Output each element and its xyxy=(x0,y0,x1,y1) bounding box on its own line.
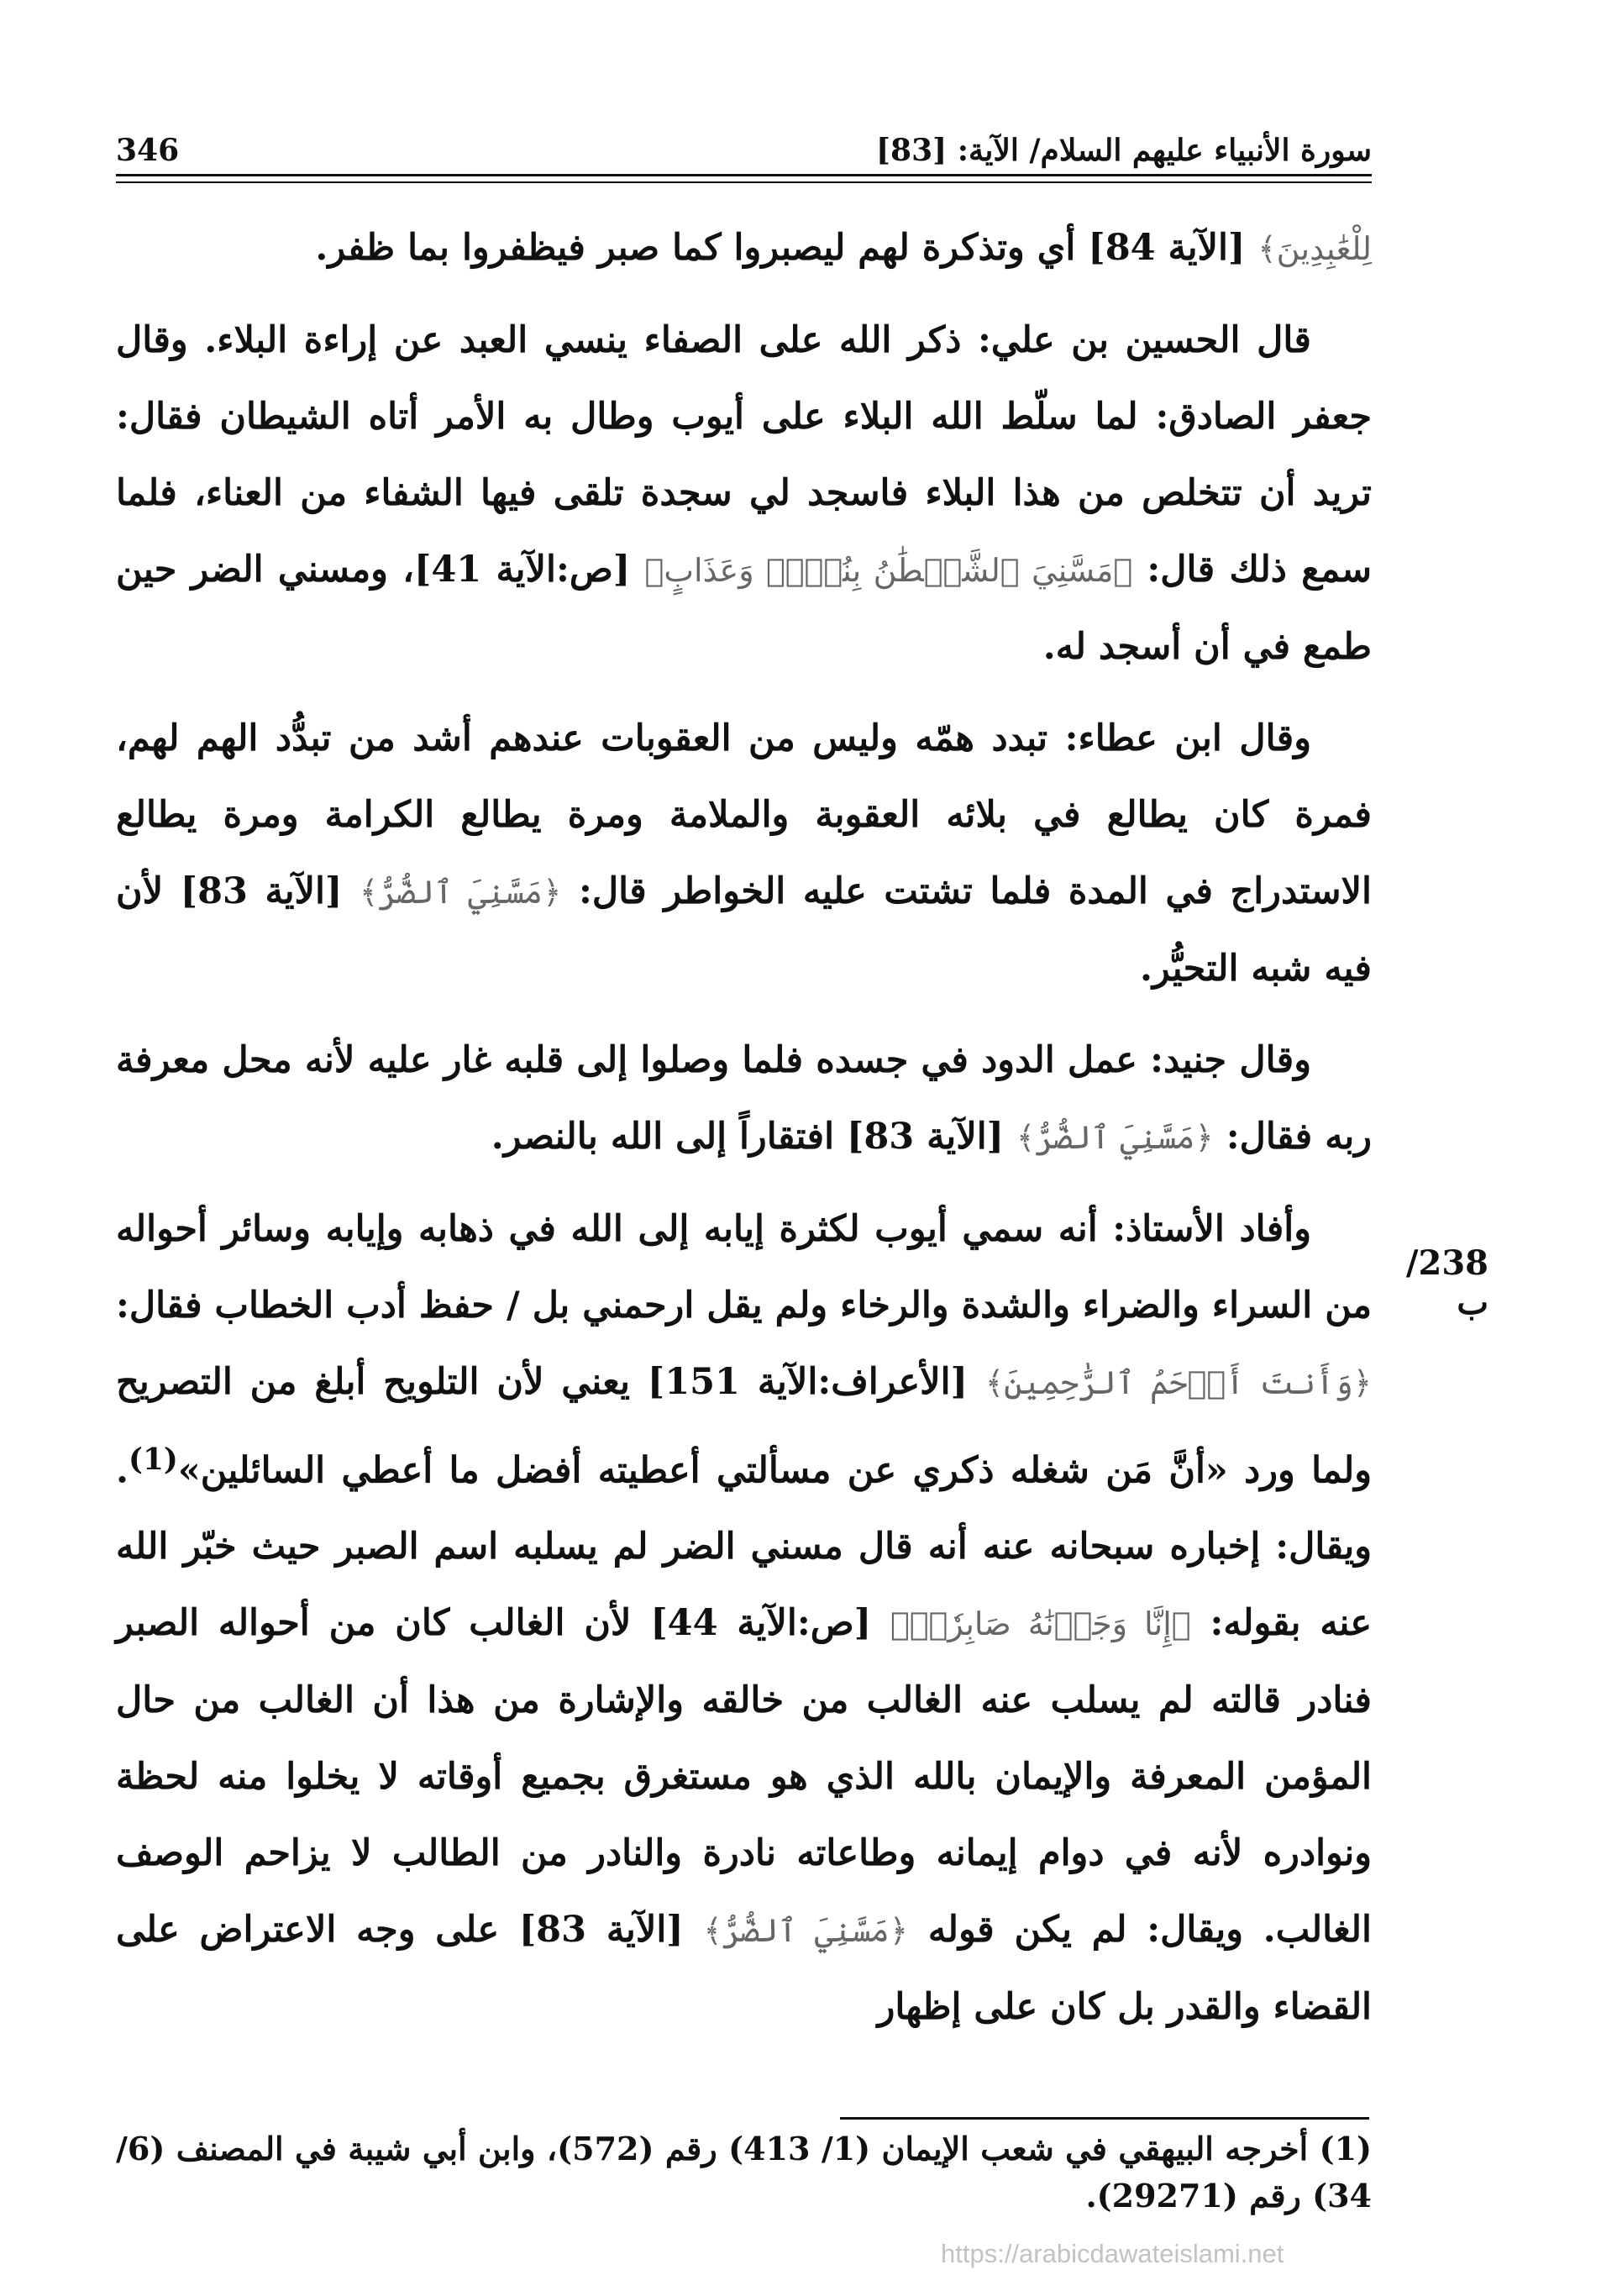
paragraph-text: وأفاد الأستاذ: أنه سمي أيوب لكثرة إيابه إلى الله في ذهابه وإيابه وسائر أحواله من السراء والضراء والشدة والرخاء ولم يقل ارحمني بل / حفظ أدب الخطاب فقال: xyxy=(116,1208,1372,1327)
paragraph-text: قال الحسين بن علي: ذكر الله على الصفاء ينسي العبد عن إراءة البلاء. وقال جعفر الصادق: لما سلّط الله البلاء على أيوب وطال به الأمر أتاه الشيطان فقال: تريد أن تتخلص من هذا البلاء فاسجد لي سجدة تلقى فيها الشفاء من العناء، فلما سمع ذلك قال: xyxy=(116,319,1373,591)
quran-quote: ﴿مَسَّنِيَ ٱلشَّيۡطَٰنُ بِنُصۡبٖ وَعَذَابٍ﴾ xyxy=(644,552,1133,589)
margin-folio-note: 238/ ب xyxy=(1405,1243,1488,1322)
paragraph xyxy=(116,302,1372,686)
quran-quote: ﴿مَسَّنِيَ ٱلضُّرُّ﴾ xyxy=(703,1912,909,1950)
paragraph-text: . ويقال: إخباره سبحانه عنه أنه قال مسني الضر لم يسلبه اسم الصبر حيث خبّر الله عنه بقوله: xyxy=(116,1449,1373,1645)
quran-quote: ﴿مَسَّنِيَ ٱلضُّرُّ﴾ xyxy=(359,874,562,911)
running-title: سورة الأنبياء عليهم السلام/ الآية: [83] xyxy=(876,133,1372,168)
quran-quote: ﴿إِنَّا وَجَدۡنَٰهُ صَابِرٗاۚ﴾ xyxy=(890,1605,1191,1643)
paragraph xyxy=(116,701,1372,1007)
paragraph-text: [الآية 83] على وجه الاعتراض على القضاء والقدر بل كان على إظهار xyxy=(116,1909,1372,2029)
page-header xyxy=(116,116,1372,168)
paragraph-text: وقال جنيد: عمل الدود في جسده فلما وصلوا إلى قلبه غار عليه لأنه محل معرفة ربه فقال: xyxy=(116,1039,1372,1158)
quran-quote: ﴿وَأَنتَ أَرۡحَمُ ٱلرَّٰحِمِينَ﴾ xyxy=(984,1364,1373,1401)
paragraph xyxy=(116,1191,1372,2046)
paragraph xyxy=(116,210,1372,287)
footnotes xyxy=(116,2125,1372,2220)
paragraph-text: [ص:الآية 41]، ومسني الضر حين طمع في أن أسجد له. xyxy=(116,549,1372,668)
paragraph-text: [ص:الآية 44] لأن الغالب كان من أحواله الصبر فنادر قالته لم يسلب عنه الغالب من خالقه والإشارة من هذا أن الغالب من حال المؤمن المعرفة والإيمان بالله الذي هو مستغرق بجميع أوقاته لا يخلوا منه لحظة ونوادره لأنه في دوام إيمانه وطاعاته نادرة والنادر من الطالب لا يزاحم الوصف الغالب. ويقال: لم يكن قوله xyxy=(116,1602,1372,1952)
footnote-ref: (1) xyxy=(128,1442,178,1477)
header-rule-top xyxy=(116,174,1372,176)
page-body xyxy=(116,210,1372,2061)
footnote-rule xyxy=(840,2117,1369,2120)
page-number: 346 xyxy=(116,133,180,168)
footnote: (1) أخرجه البيهقي في شعب الإيمان (1/ 413) رقم (572)، وابن أبي شيبة في المصنف (6/ 34) رقم (29271). xyxy=(116,2130,1372,2215)
paragraph-text: [الأعراف:الآية 151] يعني لأن التلويح أبلغ من التصريح ولما ورد «أنَّ مَن شغله ذكري عن مسألتي أعطيته أفضل ما أعطي السائلين» xyxy=(116,1361,1372,1492)
quran-quote: لِلْعَٰبِدِينَ﴾ xyxy=(1257,230,1372,267)
paragraph-text: وقال ابن عطاء: تبدد همّه وليس من العقوبات عندهم أشد من تبدُّد الهم لهم، فمرة كان يطالع في بلائه العقوبة والملامة ومرة يطالع الكرامة ومرة يطالع الاستدراج في المدة فلما تشتت عليه الخواطر قال: xyxy=(116,717,1372,912)
paragraph-text: [الآية 84] أي وتذكرة لهم ليصبروا كما صبر فيظفروا بما ظفر. xyxy=(315,227,1258,269)
paragraph-text: [الآية 83] لأن فيه شبه التحيُّر. xyxy=(116,870,1372,990)
paragraph-text: [الآية 83] افتقاراً إلى الله بالنصر. xyxy=(491,1116,1016,1158)
header-rule-bottom xyxy=(116,181,1372,183)
paragraph xyxy=(116,1022,1372,1176)
quran-quote: ﴿مَسَّنِيَ ٱلضُّرُّ﴾ xyxy=(1016,1119,1214,1156)
watermark-url: https://arabicdawateislami.net xyxy=(941,2239,1284,2268)
